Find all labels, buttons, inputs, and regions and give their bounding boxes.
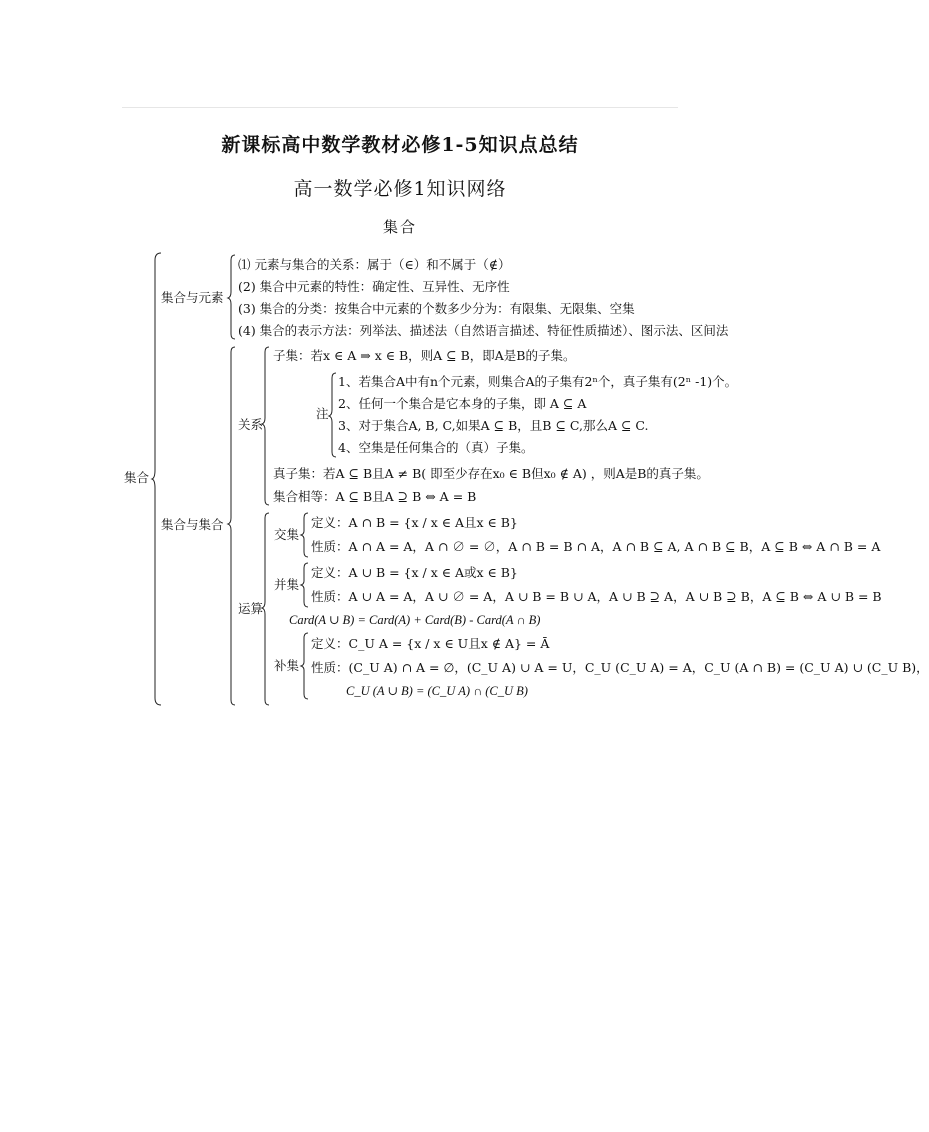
sets-group-label: 集合与集合 — [161, 517, 224, 532]
notes-brace — [329, 372, 337, 458]
operations-label: 运算 — [238, 601, 264, 616]
proper-subset-definition: 真子集：若A ⊆ B且A ≠ B( 即至少存在x₀ ∈ B但x₀ ∉ A) ，则A是B的真子集。 — [273, 466, 709, 481]
root-brace — [152, 252, 162, 706]
union-brace — [301, 562, 309, 608]
intersection-properties: 性质：A ∩ A = A，A ∩ ∅ = ∅，A ∩ B = B ∩ A，A ∩ B ⊆ A, A ∩ B ⊆ B，A ⊆ B ⇔ A ∩ B = A — [311, 539, 881, 554]
notes-label: 注 — [316, 406, 329, 421]
subset-definition: 子集：若x ∈ A ⇒ x ∈ B，则A ⊆ B，即A是B的子集。 — [273, 348, 576, 363]
union-definition: 定义：A ∪ B = {x / x ∈ A或x ∈ B} — [311, 565, 518, 580]
element-item: ⑴ 元素与集合的关系：属于（∈）和不属于（∉） — [238, 257, 511, 272]
set-equality-definition: 集合相等：A ⊆ B且A ⊇ B ⇔ A = B — [273, 489, 477, 504]
document-subtitle: 高一数学必修1知识网络 — [293, 178, 507, 200]
root-label: 集合 — [124, 470, 150, 485]
element-item: (4) 集合的表示方法：列举法、描述法（自然语言描述、特征性质描述）、图示法、区间法 — [238, 323, 729, 338]
elements-brace — [228, 254, 236, 340]
union-properties: 性质：A ∪ A = A，A ∪ ∅ = A，A ∪ B = B ∪ A，A ∪ B ⊇ A，A ∪ B ⊇ B，A ⊆ B ⇔ A ∪ B = B — [311, 589, 882, 604]
intersection-brace — [301, 512, 309, 558]
complement-properties: 性质：(C_U A) ∩ A = ∅，(C_U A) ∪ A = U，C_U (C_U A) = A，C_U (A ∩ B) = (C_U A) ∪ (C_U B)， — [311, 660, 929, 675]
element-item: (3) 集合的分类：按集合中元素的个数多少分为：有限集、无限集、空集 — [238, 301, 635, 316]
relations-brace — [262, 346, 270, 506]
section-heading: 集合 — [382, 218, 417, 236]
complement-brace — [301, 632, 309, 700]
note-item: 1、若集合A中有n个元素，则集合A的子集有2ⁿ个，真子集有(2ⁿ -1)个。 — [338, 374, 738, 389]
header-rule — [122, 107, 678, 108]
document-title: 新课标高中数学教材必修1-5知识点总结 — [221, 134, 579, 156]
complement-properties-cont: C_U (A ∪ B) = (C_U A) ∩ (C_U B) — [346, 684, 528, 698]
relations-label: 关系 — [238, 417, 264, 432]
elements-group-label: 集合与元素 — [161, 290, 224, 305]
element-item: (2) 集合中元素的特性：确定性、互异性、无序性 — [238, 279, 510, 294]
complement-label: 补集 — [274, 658, 300, 673]
complement-definition: 定义：C_U A = {x / x ∈ U且x ∉ A} = Ā — [311, 636, 550, 651]
union-cardinality: Card(A ∪ B) = Card(A) + Card(B) - Card(A ∩ B) — [289, 613, 541, 627]
intersection-label: 交集 — [274, 527, 300, 542]
operations-brace — [262, 512, 270, 706]
note-item: 4、空集是任何集合的（真）子集。 — [338, 440, 534, 455]
intersection-definition: 定义：A ∩ B = {x / x ∈ A且x ∈ B} — [311, 515, 518, 530]
sets-brace — [228, 346, 236, 706]
union-label: 并集 — [274, 577, 300, 592]
note-item: 3、对于集合A, B, C,如果A ⊆ B，且B ⊆ C,那么A ⊆ C. — [338, 418, 649, 433]
note-item: 2、任何一个集合是它本身的子集，即 A ⊆ A — [338, 396, 587, 411]
